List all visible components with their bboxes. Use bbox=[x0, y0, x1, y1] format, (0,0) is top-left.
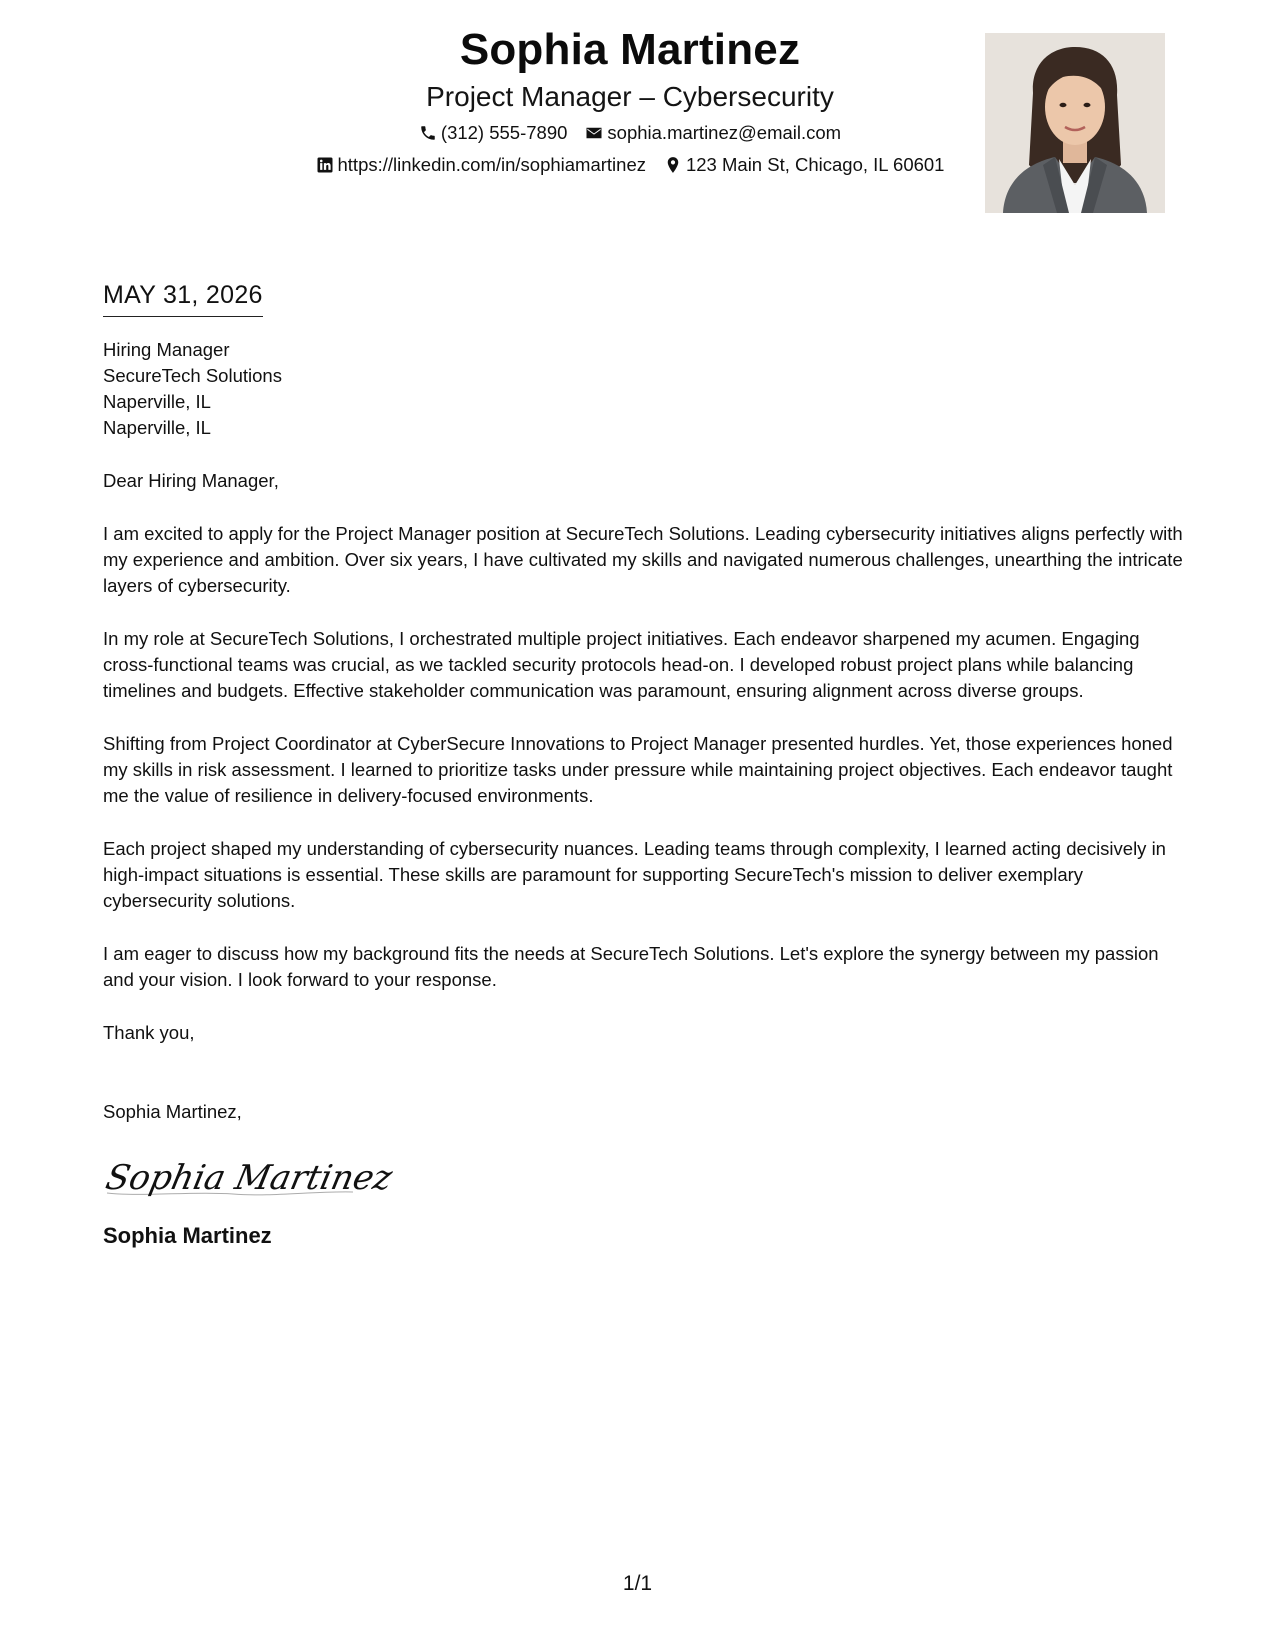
body-paragraph: I am eager to discuss how my background fits the needs at SecureTech Solutions. Let's explore the synergy between my passion and your vision. I look forward to your response. bbox=[103, 943, 1159, 990]
linkedin-icon bbox=[316, 156, 334, 174]
body-paragraph: I am excited to apply for the Project Manager position at SecureTech Solutions. Leading cybersecurity initiatives aligns perfectly with my experience and ambition. Over six years, I have cultivated my skills and navigated numerous challenges, unearthing the intricate layers of cybersecurity. bbox=[103, 523, 1183, 596]
profile-photo bbox=[985, 33, 1165, 213]
handwritten-signature bbox=[102, 1147, 396, 1207]
salutation: Dear Hiring Manager, bbox=[103, 470, 279, 491]
contact-email[interactable] bbox=[585, 120, 841, 146]
header-text-block bbox=[240, 22, 1020, 178]
contact-address bbox=[664, 152, 945, 178]
letter-date: MAY 31, 2026 bbox=[103, 278, 263, 317]
phone-icon bbox=[419, 124, 437, 142]
contact-linkedin[interactable] bbox=[316, 152, 646, 178]
body-paragraph: Each project shaped my understanding of cybersecurity nuances. Leading teams through complexity, I learned acting decisively in high-impact situations is essential. These skills are paramount for supporting SecureTech's mission to deliver exemplary cybersecurity solutions. bbox=[103, 838, 1166, 911]
contact-row-2 bbox=[240, 152, 1020, 178]
svg-text:Sophia Martinez: Sophia Martinez bbox=[102, 1158, 396, 1198]
recipient-block bbox=[103, 337, 1183, 441]
applicant-name: Sophia Martinez bbox=[459, 25, 801, 74]
contact-phone[interactable] bbox=[419, 120, 568, 146]
recipient-line: Naperville, IL bbox=[103, 391, 211, 412]
applicant-title: Project Manager – Cybersecurity bbox=[426, 81, 834, 112]
envelope-icon bbox=[585, 124, 603, 142]
signoff-name: Sophia Martinez, bbox=[103, 1101, 242, 1122]
address-text: 123 Main St, Chicago, IL 60601 bbox=[685, 154, 945, 175]
map-pin-icon bbox=[664, 156, 682, 174]
phone-text: (312) 555-7890 bbox=[440, 122, 568, 143]
closing: Thank you, bbox=[103, 1022, 195, 1043]
signed-name: Sophia Martinez bbox=[103, 1223, 272, 1248]
body-paragraph: Shifting from Project Coordinator at CyberSecure Innovations to Project Manager presented hurdles. Yet, those experiences honed my skills in risk assessment. I learned to prioritize tasks under pressure while maintaining project objectives. Each endeavor taught me the value of resilience in delivery-focused environments. bbox=[103, 733, 1173, 806]
page-number: 1/1 bbox=[622, 1572, 653, 1595]
recipient-line: SecureTech Solutions bbox=[103, 365, 282, 386]
recipient-line: Hiring Manager bbox=[103, 339, 230, 360]
letter-header bbox=[0, 0, 1275, 230]
recipient-line: Naperville, IL bbox=[103, 417, 211, 438]
contact-row-1 bbox=[240, 120, 1020, 146]
linkedin-text: https://linkedin.com/in/sophiamartinez bbox=[337, 154, 646, 175]
letter-body bbox=[103, 278, 1183, 1251]
body-paragraph: In my role at SecureTech Solutions, I orchestrated multiple project initiatives. Each endeavor sharpened my acumen. Engaging cross-functional teams was crucial, as we tackled security protocols head-on. I developed robust project plans while balancing timelines and budgets. Effective stakeholder communication was paramount, ensuring alignment across diverse groups. bbox=[103, 628, 1140, 701]
email-text: sophia.martinez@email.com bbox=[607, 122, 842, 143]
